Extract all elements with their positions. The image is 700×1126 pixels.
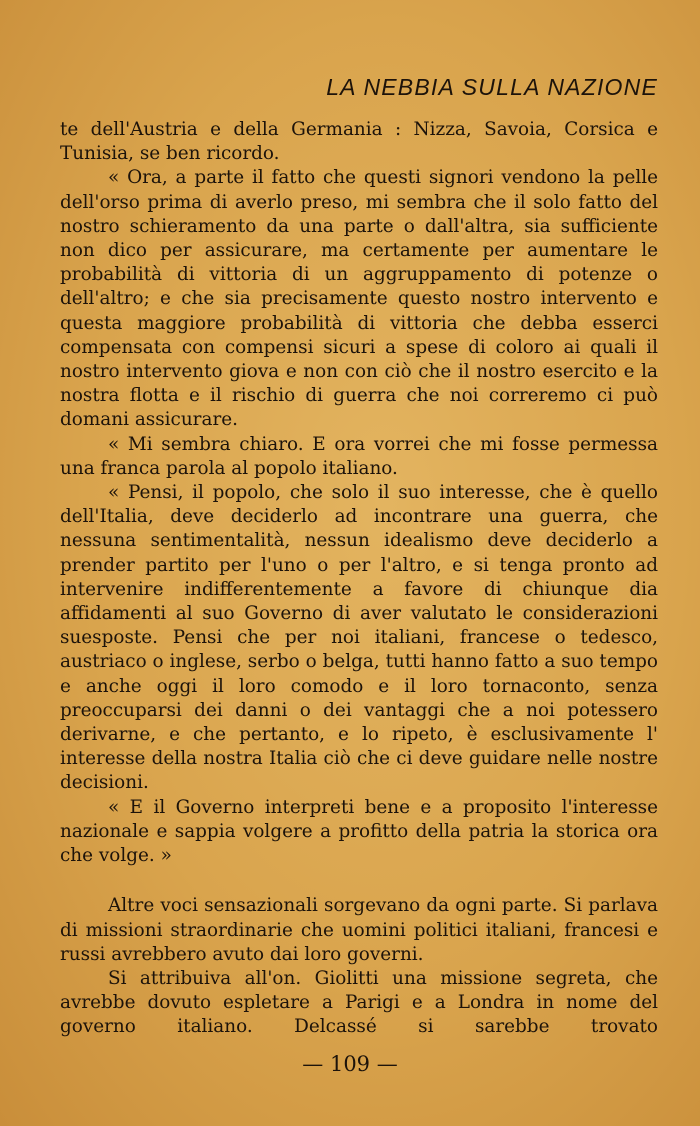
paragraph-giolitti: Si attribuiva all'on. Giolitti una missione segreta, che avrebbe dovuto espletare a Parigi e a Londra in nome del governo italiano. Delcassé si sarebbe trovato	[60, 967, 658, 1038]
section-break	[60, 868, 658, 894]
paragraph-altre-voci: Altre voci sensazionali sorgevano da ogni parte. Si parlava di missioni straordinarie che uomini politici italiani, francesi e russi avrebbero avuto dai loro governi.	[60, 895, 658, 965]
paragraph-continuation: te dell'Austria e della Germania : Nizza, Savoia, Corsica e Tunisia, se ben ricordo.	[60, 119, 658, 165]
paragraph-quote-ora: « Ora, a parte il fatto che questi signori vendono la pelle dell'orso prima di averlo preso, mi sembra che il solo fatto del nostro schieramento da una parte o dall'altra, sia sufficiente non dico per assicurare, ma certamente per aumentare le probabilità di vittoria di un aggruppamento di potenze o dell'altro; e che sia precisamente questo nostro intervento e questa maggiore probabilità di vittoria che debba esserci compensata con compensi sicuri a spese di coloro ai quali il nostro intervento giova e non con ciò che il nostro esercito e la nostra flotta e il rischio di guerra che noi correremo ci può domani assicurare.	[60, 167, 658, 431]
body-text	[60, 118, 658, 1040]
running-head: LA NEBBIA SULLA NAZIONE	[326, 74, 658, 100]
paragraph-quote-governo: « E il Governo interpreti bene e a proposito l'interesse nazionale e sappia volgere a profitto della patria la storica ora che volge. »	[60, 796, 658, 867]
paragraph-quote-pensi: « Pensi, il popolo, che solo il suo interesse, che è quello dell'Italia, deve deciderlo ad incontrare una guerra, che nessuna sentimentalità, nessun idealismo deve deciderlo a prender partito per l'uno o per l'altro, e si tenga pronto ad intervenire indifferentemente a favore di chiunque dia affidamenti al suo Governo di aver valutato le considerazioni suesposte. Pensi che per noi italiani, francese o tedesco, austriaco o inglese, serbo o belga, tutti hanno fatto a suo tempo e anche oggi il loro comodo e il loro tornaconto, senza preoccuparsi dei danni o dei vantaggi che a noi potessero derivarne, e che pertanto, e lo ripeto, è esclusivamente l' interesse della nostra Italia ciò che ci deve guidare nelle nostre decisioni.	[60, 482, 658, 794]
page-number: — 109 —	[302, 1052, 398, 1076]
paragraph-quote-mi-sembra: « Mi sembra chiaro. E ora vorrei che mi fosse permessa una franca parola al popolo italiano.	[60, 433, 658, 479]
